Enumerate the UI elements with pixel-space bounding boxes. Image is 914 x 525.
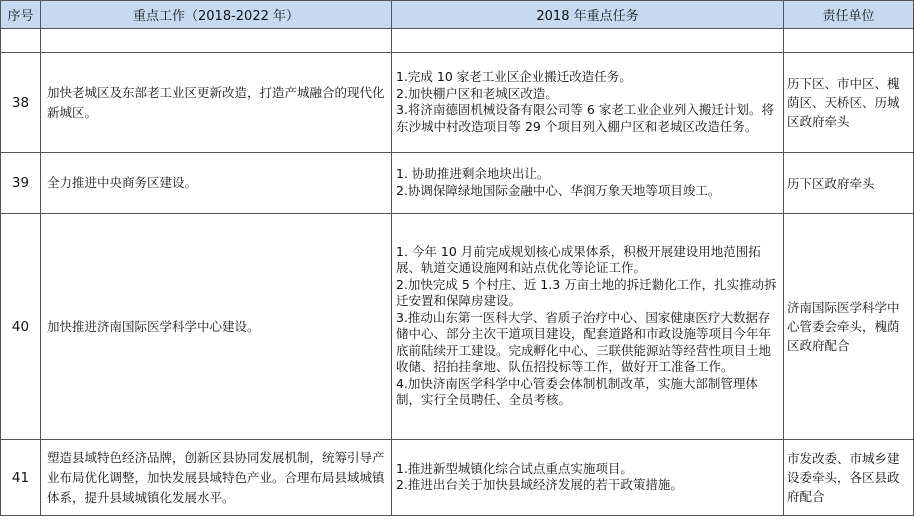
row-number: 41 [1,440,41,516]
responsible-unit: 历下区政府牵头 [784,153,914,214]
task-item: 4.加快济南医学科学中心管委会体制机制改革，实施大部制管理体制，实行全员聘任、全员考核。 [396,375,758,407]
responsible-unit: 市发改委、市城乡建设委牵头，各区县政府配合 [784,440,914,516]
task-item: 1. 协助推进剩余地块出让。 [396,166,550,181]
header-work: 重点工作（2018-2022 年） [41,1,392,29]
task-list [392,214,784,440]
row-number: 38 [1,53,41,153]
row-number: 39 [1,153,41,214]
task-item: 1.完成 10 家老工业区企业搬迁改造任务。 [396,69,632,84]
table-row [1,440,914,516]
task-item: 2.推进出台关于加快县域经济发展的若干政策措施。 [396,477,683,492]
task-item: 2.协调保障绿地国际金融中心、华润万象天地等项目竣工。 [396,182,721,198]
empty-cell [392,29,784,53]
table-header-row [1,1,914,29]
task-list [392,53,784,153]
empty-cell [784,29,914,53]
task-item: 2.加快棚户区和老城区改造。 [396,85,558,101]
key-work: 加快老城区及东部老工业区更新改造，打造产城融合的现代化新城区。 [41,53,392,153]
empty-cell [1,29,41,53]
responsible-unit: 历下区、市中区、槐荫区、天桥区、历城区政府牵头 [784,53,914,153]
task-item: 1.推进新型城镇化综合试点重点实施项目。 [396,460,633,476]
task-list [392,153,784,214]
key-work: 全力推进中央商务区建设。 [41,153,392,214]
task-list [392,440,784,516]
header-unit: 责任单位 [784,1,914,29]
task-item: 2.加快完成 5 个村庄、近 1.3 万亩土地的拆迁勬化工作，扎实推动拆迁安置和保障房建设。 [396,276,777,308]
table-row [1,53,914,153]
table-row [1,214,914,440]
empty-cell [41,29,392,53]
responsible-unit: 济南国际医学科学中心管委会牵头，槐荫区政府配合 [784,214,914,440]
header-tasks: 2018 年重点任务 [392,1,784,29]
row-number: 40 [1,214,41,440]
table-row [1,153,914,214]
key-work: 塑造县域特色经济品牌，创新区县协同发展机制，统筹引导产业布局优化调整，加快发展县域特色产业。合理布局县域城镇体系，提升县域城镇化发展水平。 [41,440,392,516]
task-item: 1. 今年 10 月前完成规划核心成果体系，积极开展建设用地范围拓展、轨道交通设施网和站点优化等论证工作。 [396,243,761,275]
header-no: 序号 [1,1,41,29]
key-work: 加快推进济南国际医学科学中心建设。 [41,214,392,440]
task-item: 3.将济南德固机械设备有限公司等 6 家老工业企业列入搬迁计划。将东沙城中村改造项目等 29 个项目列入棚户区和老城区改造任务。 [396,102,774,134]
task-item: 3.推动山东第一医科大学、省质子治疗中心、国家健康医疗大数据存储中心、部分主次干道项目建设，配套道路和市政设施等项目今年年底前陆续开工建设。完成孵化中心、三联供能源站等经营性项目土地收储、招拍挂拿地、队伍招投标等工作，做好开工准备工作。 [396,309,772,374]
empty-row [1,29,914,53]
